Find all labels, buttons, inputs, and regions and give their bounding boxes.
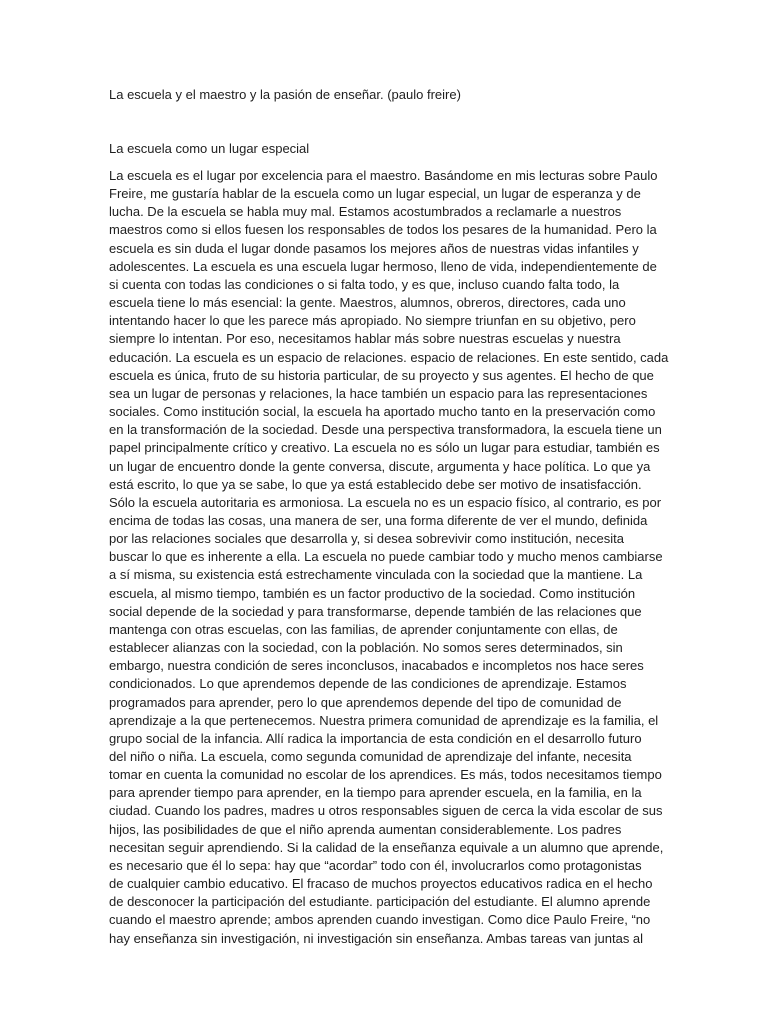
body-line: sociales. Como institución social, la escuela ha aportado mucho tanto en la preservación como xyxy=(109,404,656,420)
section-heading: La escuela como un lugar especial xyxy=(109,141,310,156)
body-line: escuela tiene lo más esencial: la gente. Maestros, alumnos, obreros, directores, cada uno xyxy=(109,295,626,311)
body-line: escuela es sin duda el lugar donde pasamos los mejores años de nuestras vidas infantiles y xyxy=(109,240,639,256)
body-line: adolescentes. La escuela es una escuela lugar hermoso, lleno de vida, independientemente de xyxy=(109,258,657,274)
body-line: social depende de la sociedad y para transformarse, depende también de las relaciones que xyxy=(109,603,642,619)
body-line: tomar en cuenta la comunidad no escolar de los aprendices. Es más, todos necesitamos tiempo xyxy=(109,767,662,783)
body-line: de cualquier cambio educativo. El fracaso de muchos proyectos educativos radica en el hecho xyxy=(109,876,653,892)
body-line: cuando el maestro aprende; ambos aprenden cuando investigan. Como dice Paulo Freire, “no xyxy=(109,912,651,928)
body-line: a sí misma, su existencia está estrechamente vinculada con la sociedad que la mantiene. La xyxy=(109,567,643,583)
body-line: Sólo la escuela autoritaria es armoniosa. La escuela no es un espacio físico, al contrario, es por xyxy=(109,494,662,510)
body-line: Freire, me gustaría hablar de la escuela como un lugar especial, un lugar de esperanza y de xyxy=(109,186,641,202)
body-line: está escrito, lo que ya se sabe, lo que ya está establecido debe ser motivo de insatisfacción. xyxy=(109,476,642,492)
body-line: establecer alianzas con la sociedad, con la población. No somos seres determinados, sin xyxy=(109,640,623,656)
body-line: papel principalmente crítico y creativo. La escuela no es sólo un lugar para estudiar, también es xyxy=(109,440,660,456)
body-line: ciudad. Cuando los padres, madres u otros responsables siguen de cerca la vida escolar de sus xyxy=(109,803,663,819)
body-line: escuela, al mismo tiempo, también es un factor productivo de la sociedad. Como institución xyxy=(109,585,636,601)
body-line: hijos, las posibilidades de que el niño aprenda aumentan considerablemente. Los padres xyxy=(109,821,622,837)
body-line: aprendizaje a la que pertenecemos. Nuestra primera comunidad de aprendizaje es la familia, el xyxy=(109,712,659,728)
body-line: mantenga con otras escuelas, con las familias, de aprender conjuntamente con ellas, de xyxy=(109,621,618,637)
body-line: hay enseñanza sin investigación, ni investigación sin enseñanza. Ambas tareas van juntas al xyxy=(109,930,644,946)
body-line: maestros como si ellos fuesen los responsables de todos los pesares de la humanidad. Pero la xyxy=(109,222,657,238)
body-paragraph xyxy=(109,167,669,948)
body-line: para aprender tiempo para aprender, en la tiempo para aprender escuela, en la familia, en la xyxy=(109,785,642,801)
document-title: La escuela y el maestro y la pasión de enseñar. (paulo freire) xyxy=(109,87,461,102)
body-line: La escuela es el lugar por excelencia para el maestro. Basándome en mis lecturas sobre Paulo xyxy=(109,168,658,183)
body-line: embargo, nuestra condición de seres inconclusos, inacabados e incompletos nos hace seres xyxy=(109,658,644,674)
body-line: programados para aprender, pero lo que aprendemos depende del tipo de comunidad de xyxy=(109,694,622,710)
body-line: si cuenta con todas las condiciones o si falta todo, y es que, incluso cuando falta todo, la xyxy=(109,276,620,292)
body-line: sea un lugar de personas y relaciones, la hace también un espacio para las representaciones xyxy=(109,385,648,401)
body-line: un lugar de encuentro donde la gente conversa, discute, argumenta y hace política. Lo que ya xyxy=(109,458,651,474)
body-line: educación. La escuela es un espacio de relaciones. espacio de relaciones. En este sentido, cada xyxy=(109,349,669,365)
body-line: siempre lo intentan. Por eso, necesitamos hablar más sobre nuestras escuelas y nuestra xyxy=(109,331,621,347)
body-line: es necesario que él lo sepa: hay que “acordar” todo con él, involucrarlos como protagonistas xyxy=(109,857,642,873)
body-line: condicionados. Lo que aprendemos depende de las condiciones de aprendizaje. Estamos xyxy=(109,676,627,692)
body-line: intentando hacer lo que les parece más apropiado. No siempre triunfan en su objetivo, pero xyxy=(109,313,636,329)
body-line: en la transformación de la sociedad. Desde una perspectiva transformadora, la escuela tiene un xyxy=(109,422,662,438)
body-line: necesitan seguir aprendiendo. Si la calidad de la enseñanza equivale a un alumno que aprende, xyxy=(109,839,664,855)
body-line: buscar lo que es inherente a ella. La escuela no puede cambiar todo y mucho menos cambiarse xyxy=(109,549,663,565)
body-line: escuela es única, fruto de su historia particular, de su proyecto y sus agentes. El hecho de que xyxy=(109,367,654,383)
body-line: del niño o niña. La escuela, como segunda comunidad de aprendizaje del infante, necesita xyxy=(109,749,632,764)
body-line: encima de todas las cosas, una manera de ser, una forma diferente de ver el mundo, definida xyxy=(109,512,648,528)
body-line: grupo social de la infancia. Allí radica la importancia de esta condición en el desarrollo futuro xyxy=(109,730,642,746)
body-line: lucha. De la escuela se habla muy mal. Estamos acostumbrados a reclamarle a nuestros xyxy=(109,204,622,220)
body-line: de desconocer la participación del estudiante. participación del estudiante. El alumno aprende xyxy=(109,894,651,910)
body-line: por las relaciones sociales que desarrolla y, si desea sobrevivir como institución, necesita xyxy=(109,531,624,547)
